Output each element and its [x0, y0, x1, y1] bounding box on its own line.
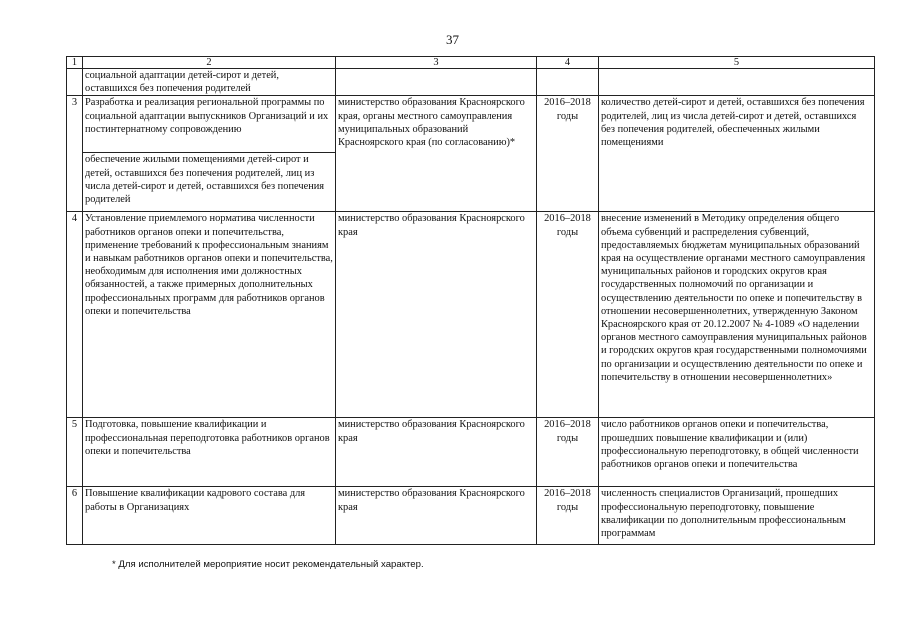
row-number-cell: 3 [67, 96, 83, 212]
measure-text: Разработка и реализация региональной программы по социальной адаптации выпускников Организаций и их постинтернатному сопровождению [85, 97, 329, 135]
table-row [67, 487, 875, 545]
executor-cell: министерство образования Красноярского края [336, 487, 537, 545]
years-cell: 2016–2018 годы [537, 487, 599, 545]
result-cell: количество детей-сирот и детей, оставшихся без попечения родителей, лиц из числа детей-сирот и детей, оставшихся без попечения родителей, обеспеченных жилыми помещениями [599, 96, 875, 212]
result-cell: численность специалистов Организаций, прошедших профессиональную переподготовку, повышение квалификации по дополнительным профессиональным программам [599, 487, 875, 545]
row-number-cell: 6 [67, 487, 83, 545]
column-number: 3 [336, 57, 537, 69]
executor-cell [336, 69, 537, 96]
result-cell: внесение изменений в Методику определения общего объема субвенций и распределения субвенций, предоставляемых бюджетам муниципальных образований края на осуществление органами местного самоуправления муниципальных районов и городских округов края государственных полномочий по организации и осуществлению деятельности по опеке и попечительству в отношении несовершеннолетних, утвержденную Законом Красноярского края от 20.12.2007 № 4-1089 «О наделении органов местного самоуправления муниципальных районов и городских округов края государственными полномочиями по организации и осуществлению деятельности по опеке и попечительству в отношении несовершеннолетних» [599, 212, 875, 418]
measure-subitem-text: обеспечение жилыми помещениями детей-сирот и детей, оставшихся без попечения родителей, лиц из числа детей-сирот и детей, оставшихся без попечения родителей [83, 152, 335, 206]
years-cell: 2016–2018 годы [537, 212, 599, 418]
row-number-cell [67, 69, 83, 96]
years-cell [537, 69, 599, 96]
measure-cell: Подготовка, повышение квалификации и профессиональная переподготовка работников органов опеки и попечительства [83, 418, 336, 487]
executor-cell: министерство образования Красноярского края, органы местного самоуправления муниципальных образований Красноярского края (по согласованию)* [336, 96, 537, 212]
years-cell: 2016–2018 годы [537, 96, 599, 212]
column-number: 2 [83, 57, 336, 69]
column-number-row [67, 57, 875, 69]
page-number: 37 [446, 32, 459, 47]
measure-cell: Повышение квалификации кадрового состава для работы в Организациях [83, 487, 336, 545]
row-number-cell: 4 [67, 212, 83, 418]
measure-cell [83, 96, 336, 212]
column-number: 1 [67, 57, 83, 69]
measure-cell: Установление приемлемого норматива численности работников органов опеки и попечительства, применение требований к профессиональным знаниям и навыкам работников органов опеки и попечительства, необходимым для исполнения ими должностных обязанностей, а также примерных дополнительных профессиональных программ для работников органов опеки и попечительства [83, 212, 336, 418]
result-cell [599, 69, 875, 96]
table-row [67, 96, 875, 212]
measures-table [66, 56, 875, 545]
table-row [67, 418, 875, 487]
column-number: 4 [537, 57, 599, 69]
result-cell: число работников органов опеки и попечительства, прошедших повышение квалификации и (или) профессиональную переподготовку, в общей численности работников органов опеки и попечительства [599, 418, 875, 487]
executor-cell: министерство образования Красноярского края [336, 418, 537, 487]
executor-cell: министерство образования Красноярского края [336, 212, 537, 418]
measure-cell: социальной адаптации детей-сирот и детей, оставшихся без попечения родителей [83, 69, 336, 96]
table-row-continued [67, 69, 875, 96]
footnote: * Для исполнителей мероприятие носит рекомендательный характер. [112, 559, 424, 570]
column-number: 5 [599, 57, 875, 69]
row-number-cell: 5 [67, 418, 83, 487]
table-row [67, 212, 875, 418]
years-cell: 2016–2018 годы [537, 418, 599, 487]
